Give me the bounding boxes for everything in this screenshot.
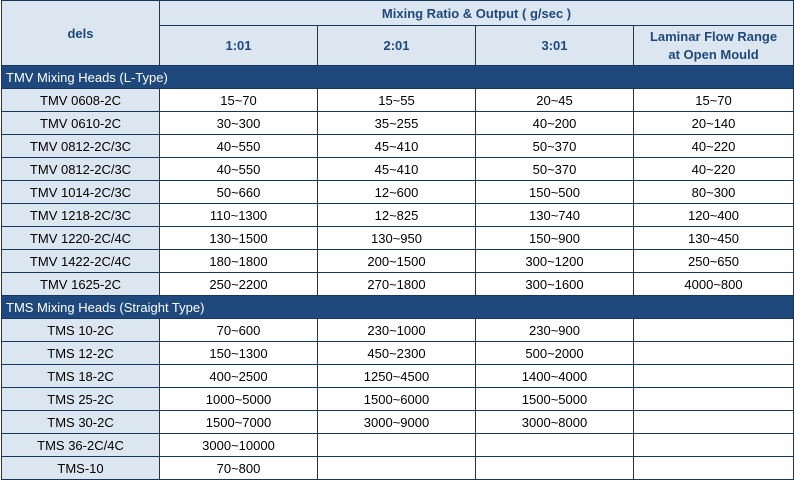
model-cell: TMV 1014-2C/3C [2,181,160,204]
laminar-flow-cell: 250~650 [634,250,794,273]
ratio-2-1-cell: 230~1000 [318,319,476,342]
ratio-2-1-cell: 130~950 [318,227,476,250]
model-cell: TMV 1422-2C/4C [2,250,160,273]
ratio-3-1-cell: 1400~4000 [476,365,634,388]
ratio-2-1-cell [318,457,476,480]
table-row [2,158,794,181]
model-cell: TMV 1625-2C [2,273,160,296]
table-row [2,319,794,342]
ratio-1-1-cell: 70~600 [160,319,318,342]
ratio-1-1-cell: 180~1800 [160,250,318,273]
ratio-3-1-cell [476,457,634,480]
model-cell: TMS-10 [2,457,160,480]
ratio-1-1-cell: 15~70 [160,89,318,112]
ratio-1-1-cell: 70~800 [160,457,318,480]
model-cell: TMS 25-2C [2,388,160,411]
ratio-2-1-cell: 3000~9000 [318,411,476,434]
laminar-flow-cell [634,342,794,365]
ratio-3-1-cell [476,434,634,457]
ratio-3-1-cell: 20~45 [476,89,634,112]
model-cell: TMS 36-2C/4C [2,434,160,457]
model-cell: TMV 0608-2C [2,89,160,112]
ratio-1-1-cell: 150~1300 [160,342,318,365]
laminar-flow-header-line2: at Open Mould [668,46,759,62]
ratio-2-1-cell: 15~55 [318,89,476,112]
table-row [2,273,794,296]
ratio-3-1-cell: 50~370 [476,135,634,158]
laminar-flow-cell: 120~400 [634,204,794,227]
ratio-1-1-cell: 40~550 [160,135,318,158]
laminar-flow-cell: 40~220 [634,158,794,181]
laminar-flow-cell [634,457,794,480]
table-row [2,457,794,480]
model-cell: TMS 10-2C [2,319,160,342]
laminar-flow-cell [634,411,794,434]
ratio-1-1-cell: 130~1500 [160,227,318,250]
mixing-ratio-output-header: Mixing Ratio & Output ( g/sec ) [160,1,794,26]
model-cell: TMS 12-2C [2,342,160,365]
ratio-1-1-cell: 1000~5000 [160,388,318,411]
table-row [2,388,794,411]
ratio-1-1-cell: 40~550 [160,158,318,181]
laminar-flow-cell: 4000~800 [634,273,794,296]
ratio-1-1-cell: 30~300 [160,112,318,135]
model-cell: TMV 1218-2C/3C [2,204,160,227]
group-header-row [2,296,794,319]
ratio-1-1-cell: 1500~7000 [160,411,318,434]
laminar-flow-cell [634,319,794,342]
laminar-flow-cell [634,365,794,388]
table-row [2,434,794,457]
model-cell: TMS 18-2C [2,365,160,388]
ratio-3-1-header: 3:01 [476,26,634,66]
ratio-3-1-cell: 40~200 [476,112,634,135]
table-row [2,227,794,250]
ratio-3-1-cell: 300~1200 [476,250,634,273]
table-row [2,365,794,388]
ratio-2-1-cell: 12~600 [318,181,476,204]
laminar-flow-header [634,26,794,66]
ratio-1-1-cell: 50~660 [160,181,318,204]
laminar-flow-cell: 130~450 [634,227,794,250]
ratio-3-1-cell: 300~1600 [476,273,634,296]
table-row [2,250,794,273]
model-cell: TMV 0610-2C [2,112,160,135]
ratio-2-1-cell: 35~255 [318,112,476,135]
table-body [2,66,794,480]
ratio-2-1-cell: 1500~6000 [318,388,476,411]
group-title: TMV Mixing Heads (L-Type) [2,66,794,89]
table-row [2,112,794,135]
group-header-row [2,66,794,89]
table-row [2,135,794,158]
ratio-2-1-header: 2:01 [318,26,476,66]
ratio-1-1-header: 1:01 [160,26,318,66]
laminar-flow-cell: 40~220 [634,135,794,158]
laminar-flow-cell: 80~300 [634,181,794,204]
table-row [2,181,794,204]
model-cell: TMV 0812-2C/3C [2,135,160,158]
ratio-2-1-cell: 45~410 [318,135,476,158]
ratio-3-1-cell: 1500~5000 [476,388,634,411]
laminar-flow-header-line1: Laminar Flow Range [649,28,778,44]
ratio-1-1-cell: 3000~10000 [160,434,318,457]
ratio-3-1-cell: 150~500 [476,181,634,204]
ratio-1-1-cell: 250~2200 [160,273,318,296]
laminar-flow-cell [634,434,794,457]
ratio-3-1-cell: 130~740 [476,204,634,227]
ratio-3-1-cell: 150~900 [476,227,634,250]
model-cell: TMS 30-2C [2,411,160,434]
model-cell: TMV 1220-2C/4C [2,227,160,250]
ratio-3-1-cell: 500~2000 [476,342,634,365]
ratio-1-1-cell: 400~2500 [160,365,318,388]
laminar-flow-cell: 20~140 [634,112,794,135]
ratio-3-1-cell: 230~900 [476,319,634,342]
group-title: TMS Mixing Heads (Straight Type) [2,296,794,319]
laminar-flow-cell [634,388,794,411]
table-row [2,411,794,434]
ratio-2-1-cell [318,434,476,457]
table-row [2,204,794,227]
ratio-3-1-cell: 3000~8000 [476,411,634,434]
models-column-header: dels [2,1,160,66]
ratio-2-1-cell: 45~410 [318,158,476,181]
table-row [2,342,794,365]
table-row [2,89,794,112]
ratio-1-1-cell: 110~1300 [160,204,318,227]
mixing-heads-table [1,0,794,480]
ratio-2-1-cell: 450~2300 [318,342,476,365]
ratio-2-1-cell: 12~825 [318,204,476,227]
ratio-2-1-cell: 200~1500 [318,250,476,273]
ratio-3-1-cell: 50~370 [476,158,634,181]
model-cell: TMV 0812-2C/3C [2,158,160,181]
ratio-2-1-cell: 270~1800 [318,273,476,296]
ratio-2-1-cell: 1250~4500 [318,365,476,388]
laminar-flow-cell: 15~70 [634,89,794,112]
